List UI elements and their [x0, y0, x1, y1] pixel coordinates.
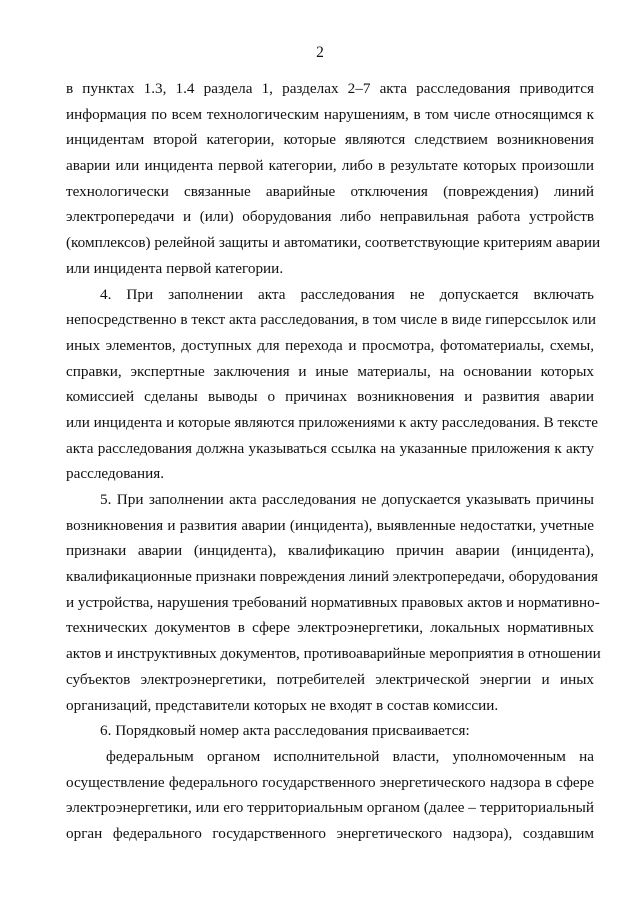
- text-line: и устройства, нарушения требований нормативных правовых актов и нормативно-: [66, 593, 600, 611]
- text-line: электроэнергетики, или его территориальным органом (далее – территориальный: [66, 799, 594, 817]
- paragraph-item-6: [66, 718, 594, 744]
- text-line: федеральным органом исполнительной власти, уполномоченным на: [106, 747, 594, 765]
- text-line: расследования.: [66, 465, 165, 483]
- text-line: справки, экспертные заключения и иные материалы, на основании которых: [66, 362, 594, 380]
- document-body: [66, 76, 601, 847]
- text-line: технических документов в сфере электроэнергетики, локальных нормативных: [66, 619, 594, 637]
- text-line: комиссией сделаны выводы о причинах возникновения и развития аварии: [66, 388, 594, 406]
- text-line: орган федерального государственного энергетического надзора), создавшим: [66, 824, 594, 842]
- page-number: 2: [316, 44, 324, 61]
- paragraph-item-6-federal: [66, 744, 594, 847]
- text-line: 4. При заполнении акта расследования не допускается включать: [100, 285, 594, 303]
- text-line: иных элементов, доступных для перехода и просмотра, фотоматериалы, схемы,: [66, 336, 594, 354]
- text-line: организаций, представители которых не входят в состав комиссии.: [66, 696, 499, 714]
- text-line: осуществление федерального государственного энергетического надзора в сфере: [66, 773, 594, 791]
- text-line: информация по всем технологическим нарушениям, в том числе относящимся к: [66, 105, 594, 123]
- text-line: акта расследования должна указываться ссылка на указанные приложения к акту: [66, 439, 594, 457]
- text-line: в пунктах 1.3, 1.4 раздела 1, разделах 2–7 акта расследования приводится: [66, 80, 594, 97]
- paragraph-continuation: [66, 76, 601, 282]
- text-line: (комплексов) релейной защиты и автоматики, соответствующие критериям аварии: [66, 234, 601, 252]
- text-line: субъектов электроэнергетики, потребителей электрической энергии и иных: [66, 670, 594, 688]
- paragraph-item-5: [66, 487, 601, 718]
- text-line: возникновения и развития аварии (инцидента), выявленные недостатки, учетные: [66, 516, 594, 534]
- text-line: электропередачи и (или) оборудования либо неправильная работа устройств: [66, 208, 594, 226]
- text-line: актов и инструктивных документов, противоаварийные мероприятия в отношении: [66, 645, 601, 663]
- text-line: аварии или инцидента первой категории, либо в результате которых произошли: [66, 157, 594, 175]
- text-line: непосредственно в текст акта расследования, в том числе в виде гиперссылок или: [66, 311, 596, 329]
- text-line: или инцидента первой категории.: [66, 259, 284, 277]
- paragraph-item-4: [66, 282, 599, 488]
- text-line: или инцидента и которые являются приложениями к акту расследования. В тексте: [66, 413, 599, 431]
- text-line: 5. При заполнении акта расследования не допускается указывать причины: [100, 491, 594, 508]
- text-line: технологически связанные аварийные отключения (повреждения) линий: [66, 182, 594, 200]
- text-line: 6. Порядковый номер акта расследования присваивается:: [100, 722, 470, 740]
- text-line: квалификационные признаки повреждения линий электропередачи, оборудования: [66, 568, 598, 586]
- text-line: инцидентам второй категории, которые являются следствием возникновения: [66, 131, 594, 149]
- text-line: признаки аварии (инцидента), квалификацию причин аварии (инцидента),: [66, 542, 594, 560]
